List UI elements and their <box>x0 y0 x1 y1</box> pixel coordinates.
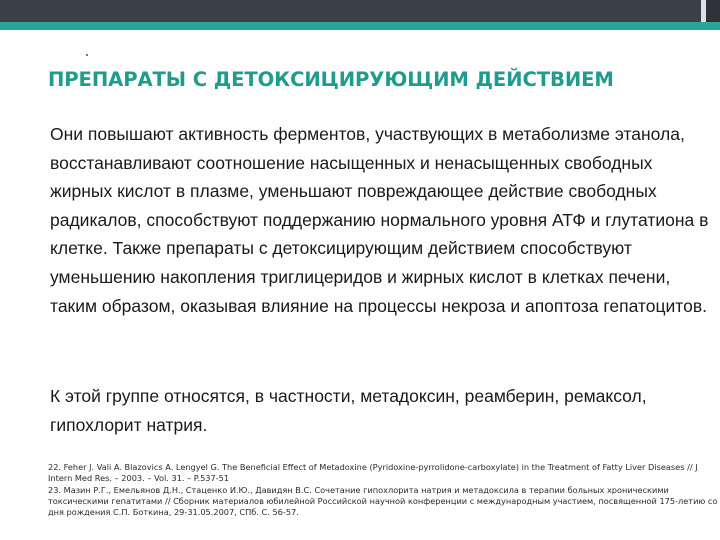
header-dark-bar <box>0 0 720 22</box>
decorative-dot <box>86 54 88 56</box>
slide-title: ПРЕПАРАТЫ С ДЕТОКСИЦИРУЮЩИМ ДЕЙСТВИЕМ <box>48 68 614 91</box>
header-marker-shadow <box>706 0 720 22</box>
body-paragraph-mechanism: Они повышают активность ферментов, участвующих в метаболизме этанола, восстанавливают соотношение насыщенных и ненасыщенных свободных жирных кислот в плазме, уменьшают повреждающее действие свободных радикалов, способствуют поддержанию нормального уровня АТФ и глутатиона в клетке. Также препараты с детоксицирующим действием способствуют уменьшению накопления триглицеридов и жирных кислот в клетках печени, таким образом, оказывая влияние на процессы некроза и апоптоза гепатоцитов. <box>50 124 709 316</box>
body-paragraph-drug-list: К этой группе относятся, в частности, метадоксин, реамберин, ремаксол, гипохлорит натрия. <box>50 386 647 435</box>
reference-23: 23. Мазин Р.Г., Емельянов Д.Н., Стаценко И.Ю., Давидян В.С. Сочетание гипохлорита натрия и метадоксила в терапии больных хроническими токсическими гепатитами // Сборник материалов юбилейной Российской научной конференции с международным участием, посвященной 175-летию со дня рождения С.П. Боткина, 29-31.05.2007, СПб. С. 56-57. <box>48 484 718 518</box>
header-accent-bar <box>0 22 720 30</box>
references-block <box>48 462 720 518</box>
reference-22: 22. Feher J. Vali A. Blazovics A. Lengyel G. The Beneficial Effect of Metadoxine (Pyridoxine-pyrrolidone-carboxylate) in the Treatment of Fatty Liver Diseases // J Intern Med Res. – 2003. – Vol. 31. – P.537-51 <box>48 462 698 484</box>
